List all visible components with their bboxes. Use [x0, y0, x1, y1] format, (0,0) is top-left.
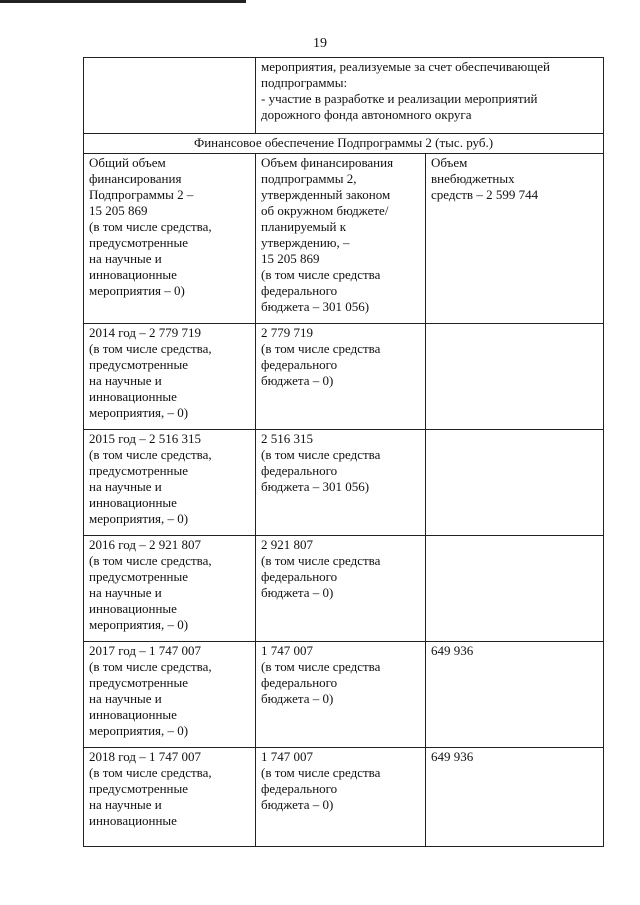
year-budget-cell: 1 747 007 (в том числе средства федерального бюджета – 0)	[256, 748, 426, 847]
top-rule	[0, 0, 246, 3]
heading-row	[84, 134, 604, 154]
year-budget-cell: 2 921 807 (в том числе средства федерального бюджета – 0)	[256, 536, 426, 642]
table-row	[84, 430, 604, 536]
budget-volume-cell: Объем финансирования подпрограммы 2, утвержденный законом об окружном бюджете/ планируемый к утверждению, – 15 205 869 (в том числе средства федерального бюджета – 301 056)	[256, 154, 426, 324]
year-budget-cell: 2 516 315 (в том числе средства федерального бюджета – 301 056)	[256, 430, 426, 536]
measures-row	[84, 58, 604, 134]
year-budget-cell: 2 779 719 (в том числе средства федерального бюджета – 0)	[256, 324, 426, 430]
total-row	[84, 154, 604, 324]
financing-table	[83, 57, 604, 847]
table-row	[84, 536, 604, 642]
year-budget-cell: 1 747 007 (в том числе средства федерального бюджета – 0)	[256, 642, 426, 748]
year-extrabudget-cell	[426, 536, 604, 642]
year-extrabudget-cell: 649 936	[426, 642, 604, 748]
total-volume-cell: Общий объем финансирования Подпрограммы 2 – 15 205 869 (в том числе средства, предусмотренные на научные и инновационные мероприятия – 0)	[84, 154, 256, 324]
year-total-cell: 2017 год – 1 747 007 (в том числе средства, предусмотренные на научные и инновационные мероприятия, – 0)	[84, 642, 256, 748]
year-total-cell: 2018 год – 1 747 007 (в том числе средства, предусмотренные на научные и инновационные	[84, 748, 256, 847]
year-total-cell: 2014 год – 2 779 719 (в том числе средства, предусмотренные на научные и инновационные мероприятия, – 0)	[84, 324, 256, 430]
year-extrabudget-cell	[426, 430, 604, 536]
year-total-cell: 2015 год – 2 516 315 (в том числе средства, предусмотренные на научные и инновационные мероприятия, – 0)	[84, 430, 256, 536]
measures-cell: мероприятия, реализуемые за счет обеспечивающей подпрограммы: - участие в разработке и реализации мероприятий дорожного фонда автономного округа	[256, 58, 604, 134]
measures-empty-cell	[84, 58, 256, 134]
year-total-cell: 2016 год – 2 921 807 (в том числе средства, предусмотренные на научные и инновационные мероприятия, – 0)	[84, 536, 256, 642]
extrabudget-volume-cell: Объем внебюджетных средств – 2 599 744	[426, 154, 604, 324]
year-extrabudget-cell: 649 936	[426, 748, 604, 847]
table-row	[84, 748, 604, 847]
table-row	[84, 642, 604, 748]
table-heading: Финансовое обеспечение Подпрограммы 2 (тыс. руб.)	[84, 134, 604, 154]
table-row	[84, 324, 604, 430]
page-number: 19	[313, 36, 327, 51]
year-extrabudget-cell	[426, 324, 604, 430]
